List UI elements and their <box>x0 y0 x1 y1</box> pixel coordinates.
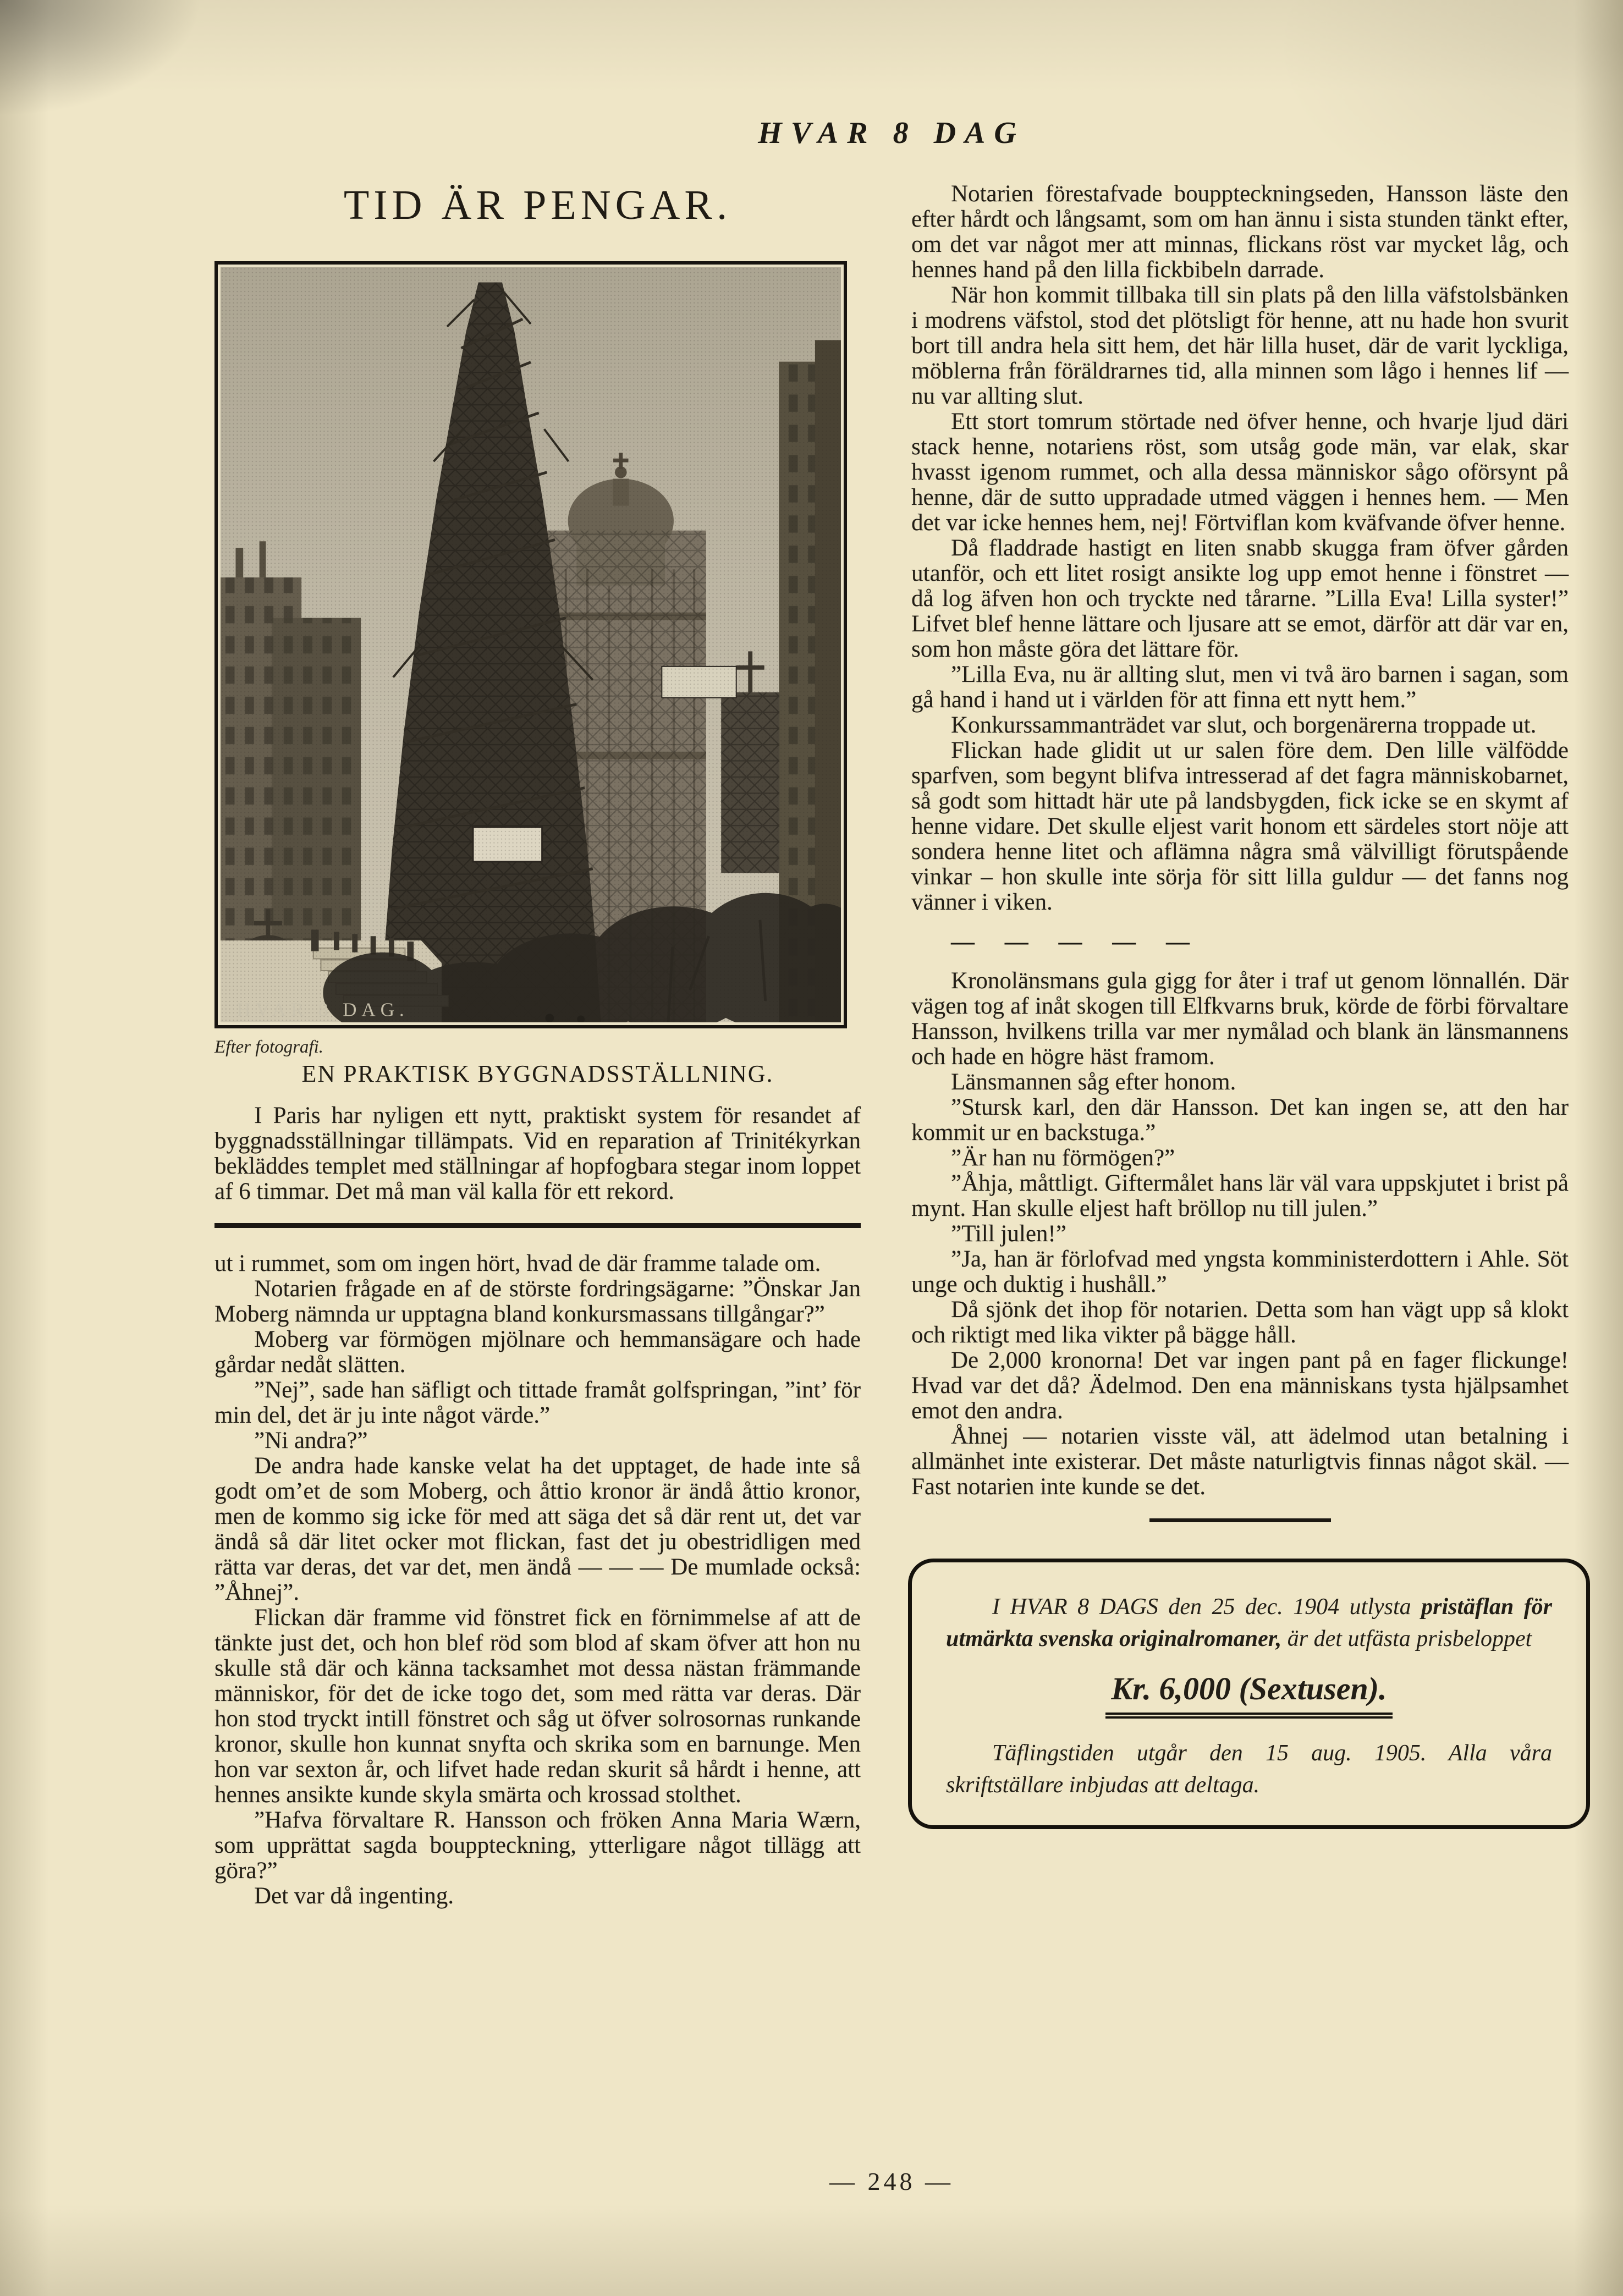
story-paragraph: ”Ja, han är förlofvad med yngsta komministerdottern i Ahle. Söt unge och duktig i hushåll.” <box>911 1246 1569 1297</box>
story-paragraph: Moberg var förmögen mjölnare och hemmansägare och hade gårdar nedåt slätten. <box>214 1326 861 1378</box>
article-photo <box>214 261 847 1028</box>
story-paragraph: ”Stursk karl, den där Hansson. Det kan ingen se, att den har kommit ur en backstuga.” <box>911 1094 1569 1146</box>
story-paragraph: Flickan hade glidit ut ur salen före dem. Den lille välfödde sparfven, som begynt blifva intresserad af det fagra människobarnet, så godt som hittadt här ute på landsbygden, fick icke se en skymt af henne vidare. Det skulle eljest varit honom ett särdeles stort nöje att sondera henne litet och aflämna några små välvilligt förutspående vinkar – hon skulle inte sörja för sitt lilla guldur — det fanns nog vänner i viken. <box>911 737 1569 915</box>
story-paragraph: ”Lilla Eva, nu är allting slut, men vi två äro barnen i sagan, som gå hand i hand ut i världen för att finna ett nytt hem.” <box>911 662 1569 713</box>
left-column <box>214 181 861 1909</box>
photo-caption: EN PRAKTISK BYGGNADSSTÄLLNING. <box>301 1060 774 1088</box>
prize-box-text: I HVAR 8 DAGS den 25 dec. 1904 utlysta pristäflan för utmärkta svenska originalromaner, är det utfästa prisbeloppet <box>946 1594 1553 1651</box>
story-paragraph: Notarien frågade en af de störste fordringsägarne: ”Önskar Jan Moberg nämnda ur upptagna bland konkursmassans tillgångar?” <box>214 1276 861 1328</box>
story-paragraph: ”Ni andra?” <box>254 1428 368 1454</box>
photo-credit: Efter fotografi. <box>214 1037 323 1058</box>
prize-box-footer: Täflingstiden utgår den 15 aug. 1905. Alla våra skriftställare inbjudas att deltaga. <box>946 1741 1552 1798</box>
story-paragraph: De 2,000 kronorna! Det var ingen pant på en fager flickunge! Hvad var det då? Ädelmod. Den ena människans tysta hjälpsamhet emot den andra. <box>911 1347 1569 1424</box>
story-paragraph: ”Nej”, sade han säfligt och tittade framåt golfspringan, ”int’ för min del, det är ju inte något värde.” <box>214 1377 861 1429</box>
right-column <box>911 181 1569 1829</box>
story-paragraph: ut i rummet, som om ingen hört, hvad de där framme talade om. <box>214 1251 821 1277</box>
story-paragraph: När hon kommit tillbaka till sin plats på den lilla väfstolsbänken i modrens väfstol, stod det plötsligt för henne, att nu hade hon svurit bort till andra hela sitt hem, det här lilla huset, där de varit lyckliga, möblerna från föräldrarnes tid, alla minnen som lågo i hennes lif — nu var allting slut. <box>911 282 1569 409</box>
story-paragraph: Ett stort tomrum störtade ned öfver henne, och hvarje ljud däri stack henne, notariens röst, som utsåg gode män, var elak, skar hvasst igenom rummet, och alla dessa människor sågo oförsynt på henne, där de sutto uppradade utmed väggen i hennes hem. — Men det var icke hennes hem, nej! Förtviflan kom kväfvande öfver henne. <box>911 409 1569 536</box>
prize-box-lead: I HVAR 8 DAGS <box>992 1594 1158 1620</box>
story-paragraph: Länsmannen såg efter honom. <box>951 1069 1236 1095</box>
story-paragraph: ”Hafva förvaltare R. Hansson och fröken Anna Maria Wærn, som upprättat sagda bouppteckning, ytterligare något tillägg att göra?” <box>214 1807 861 1884</box>
story-paragraph: Åhnej — notarien visste väl, att ädelmod utan betalning i allmänhet inte existerar. Det måste naturligtvis finnas något skäl. — Fast notarien inte kunde se det. <box>911 1423 1569 1500</box>
scene-break-dashes: — — — — — <box>951 929 1202 955</box>
prize-announcement-box <box>908 1559 1590 1829</box>
story-paragraph: ”Åhja, måttligt. Giftermålet hans lär väl vara uppskjutet i brist på mynt. Han skulle eljest haft bröllop nu till julen.” <box>911 1170 1569 1221</box>
page-title: TID ÄR PENGAR. <box>343 182 732 228</box>
story-paragraph: Flickan där framme vid fönstret fick en förnimmelse af att de tänkte just det, och hon blef röd som blod af skam öfver att hon nu skulle stå där och känna tacksamhet mot dessa nästan främmande människor, för det de icke togo det, som med rätta var deras. Där hon stod tryckt intill fönstret och såg ut öfver solrosornas runkande kronor, skulle hon kunnat snyfta och skrika som en barnunge. Men hon var sexton år, och lifvet hade redan skurit så hårdt i henne, att hennes ansikte kunde skyla smärta och krossad stolthet. <box>214 1605 861 1808</box>
story-paragraph: ”Är han nu förmögen?” <box>951 1145 1175 1171</box>
story-paragraph: Då fladdrade hastigt en liten snabb skugga fram öfver gården utanför, och ett litet rosigt ansikte log upp emot henne i fönstret — då log äfven hon och tryckte ned tårarne. ”Lilla Eva! Lilla syster!” Lifvet blef henne lättare och ljusare att se emot, därför att där var en, som hon måste göra det lättare för. <box>911 535 1569 662</box>
story-paragraph: De andra hade kanske velat ha det upptaget, de hade inte så godt om’et de som Moberg, och åttio kronor är ändå åttio kronor, men de kommo sig icke för med att säga det så där rent ut, det var ändå så där litet ocker mot flickan, fast det ju obestridligen med rätta var deras, det var det, men ändå — — — De mumlade också: ”Åhnej”. <box>214 1453 861 1606</box>
section-divider-rule <box>214 1223 861 1228</box>
story-paragraph: Notarien förestafvade bouppteckningseden, Hansson läste den efter hårdt och långsamt, som om han ännu i sista stunden tänkt efter, om det var något mer att minnas, flickans röst var mycket låg, och hennes hand på den lilla fickbibeln darrade. <box>911 181 1569 283</box>
photo-watermark: HVAR 8 DAG. <box>236 999 409 1021</box>
prize-amount: Kr. 6,000 (Sextusen). <box>946 1670 1552 1719</box>
story-paragraph: Kronolänsmans gula gigg for åter i traf ut genom lönnallén. Där vägen tog af inåt skogen till Elfkvarns bruk, körde de förbi förvaltare Hansson, hvilkens trilla var mer nymålad och blank än länsmannens och hade en högre häst framom. <box>911 968 1569 1070</box>
story-paragraph: Då sjönk det ihop för notarien. Detta som han vägt upp så klokt och riktigt med lika vikter på bägge håll. <box>911 1297 1569 1348</box>
page-number: — 248 — <box>829 2167 954 2195</box>
story-end-rule <box>1149 1518 1331 1522</box>
church-scaffolding-photo <box>221 267 841 1022</box>
page-header: HVAR 8 DAG <box>758 116 1025 150</box>
story-paragraph: Konkurssammanträdet var slut, och borgenärerna troppade ut. <box>951 712 1537 738</box>
story-paragraph: ”Till julen!” <box>951 1221 1066 1247</box>
story-paragraph: Det var då ingenting. <box>254 1883 454 1909</box>
news-paragraph: I Paris har nyligen ett nytt, praktiskt system för resandet af byggnadsställningar tillämpats. Vid en reparation af Trinitékyrkan bekläddes templet med ställningar af hopfogbara stegar inom loppet af 6 timmar. Det må man väl kalla för ett rekord. <box>214 1103 861 1205</box>
